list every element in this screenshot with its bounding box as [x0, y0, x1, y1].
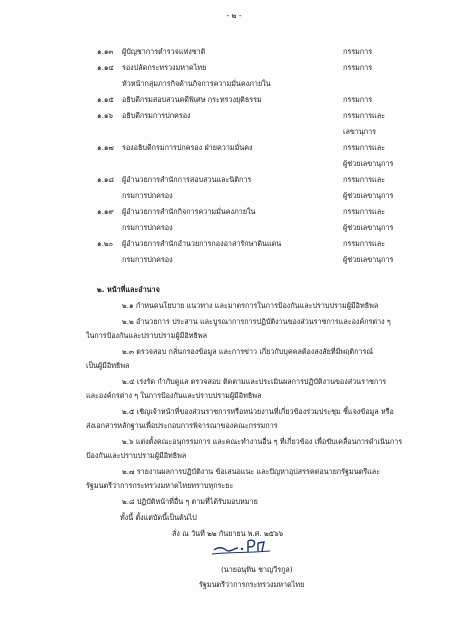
- duty-line: ๒.๗ รายงานผลการปฏิบัติงาน ข้อเสนอแนะ และปัญหาอุปสรรคต่อนายกรัฐมนตรีและ: [122, 467, 381, 476]
- member-text: กรมการปกครอง: [122, 255, 173, 264]
- member-role: กรรมการและ: [343, 207, 385, 216]
- member-role: กรรมการและ: [343, 175, 385, 184]
- member-role: กรรมการและ: [343, 111, 385, 120]
- signer-name: (นายอนุทิน ชาญวีรกูล): [221, 565, 293, 574]
- page-number: - ๒ -: [226, 11, 242, 20]
- duty-line: ๒.๔ เร่งรัด กำกับดูแล ตรวจสอบ ติดตามและประเมินผลการปฏิบัติงานของส่วนราชการ: [122, 377, 387, 386]
- member-text: ผู้อำนวยการสำนักการสอบสวนและนิติการ: [122, 175, 252, 184]
- member-role: ผู้ช่วยเลขานุการ: [343, 191, 394, 200]
- duty-line: ป้องกันและปราบปรามผู้มีอิทธิพล: [86, 451, 187, 460]
- member-text: อธิบดีกรมสอบสวนคดีพิเศษ กระทรวงยุติธรรม: [122, 95, 262, 104]
- duty-line: และองค์กรต่าง ๆ ในการป้องกันและปราบปรามผู้มีอิทธิพล: [86, 391, 262, 400]
- signer-title: รัฐมนตรีว่าการกระทรวงมหาดไทย: [199, 580, 305, 589]
- member-text: กรมการปกครอง: [122, 191, 173, 200]
- member-role: ผู้ช่วยเลขานุการ: [343, 159, 394, 168]
- member-role: กรรมการ: [343, 47, 373, 56]
- member-number: ๑.๒๐: [97, 239, 113, 248]
- member-role: กรรมการและ: [343, 239, 385, 248]
- duty-line: ๒.๕ เชิญเจ้าหน้าที่ของส่วนราชการหรือหน่วยงานที่เกี่ยวข้องร่วมประชุม ชี้แจงข้อมูล หรือ: [122, 407, 394, 416]
- member-role: เลขานุการ: [343, 127, 376, 136]
- member-role: กรรมการ: [343, 95, 373, 104]
- duty-line: ในการป้องกันและปราบปรามผู้มีอิทธิพล: [86, 331, 207, 340]
- duty-line: ๒.๑ กำหนดนโยบาย แนวทาง และมาตรการในการป้องกันและปราบปรามผู้มีอิทธิพล: [122, 301, 379, 310]
- member-text: อธิบดีกรมการปกครอง: [122, 111, 191, 120]
- member-text: รองอธิบดีกรมการปกครอง ฝ่ายความมั่นคง: [122, 143, 253, 152]
- member-role: กรรมการ: [343, 63, 373, 72]
- duty-line: ๒.๓ ตรวจสอบ กลั่นกรองข้อมูล และการข่าว เกี่ยวกับบุคคลต้องสงสัยที่มีพฤติการณ์: [122, 347, 374, 356]
- member-number: ๑.๑๘: [97, 175, 114, 184]
- signature-image: [208, 535, 288, 557]
- member-number: ๑.๑๗: [97, 143, 114, 152]
- signed-date: สั่ง ณ วันที่ ๒๒ กันยายน พ.ศ. ๒๕๖๖: [172, 529, 284, 538]
- duty-line: เป็นผู้มีอิทธิพล: [86, 361, 130, 370]
- section-heading: ๒. หน้าที่และอำนาจ: [97, 285, 160, 294]
- member-number: ๑.๑๖: [97, 111, 113, 120]
- member-text: กรมการปกครอง: [122, 223, 173, 232]
- effective-statement: ทั้งนี้ ตั้งแต่บัดนี้เป็นต้นไป: [120, 513, 197, 522]
- member-number: ๑.๑๙: [97, 207, 114, 216]
- member-number: ๑.๑๓: [97, 47, 114, 56]
- member-role: กรรมการและ: [343, 143, 385, 152]
- member-text: รองปลัดกระทรวงมหาดไทย: [122, 63, 207, 72]
- member-number: ๑.๑๔: [97, 63, 114, 72]
- member-role: ผู้ช่วยเลขานุการ: [343, 223, 394, 232]
- member-text: ผู้อำนวยการสำนักอำนวยการกองอาสารักษาดินแดน: [122, 239, 282, 248]
- member-text: ผู้อำนวยการสำนักกิจการความมั่นคงภายใน: [122, 207, 256, 216]
- member-text: ผู้บัญชาการตำรวจแห่งชาติ: [122, 47, 206, 56]
- duty-line: รัฐมนตรีว่าการกระทรวงมหาดไทยทราบทุกระยะ: [86, 481, 234, 490]
- duty-line: ๒.๖ แต่งตั้งคณะอนุกรรมการ และคณะทำงานอื่น ๆ ที่เกี่ยวข้อง เพื่อขับเคลื่อนการดำเนินการ: [122, 437, 403, 446]
- member-number: ๑.๑๕: [97, 95, 114, 104]
- duty-line: ๒.๒ อำนวยการ ประสาน และบูรณาการการปฏิบัติงานของส่วนราชการและองค์กรต่าง ๆ: [122, 317, 391, 326]
- duty-line: ส่งเอกสารหลักฐานเพื่อประกอบการพิจารณาของคณะกรรมการ: [86, 421, 278, 430]
- member-text: หัวหน้ากลุ่มภารกิจด้านกิจการความมั่นคงภายใน: [122, 79, 271, 88]
- duty-line: ๒.๘ ปฏิบัติหน้าที่อื่น ๆ ตามที่ได้รับมอบหมาย: [122, 497, 258, 506]
- member-role: ผู้ช่วยเลขานุการ: [343, 255, 394, 264]
